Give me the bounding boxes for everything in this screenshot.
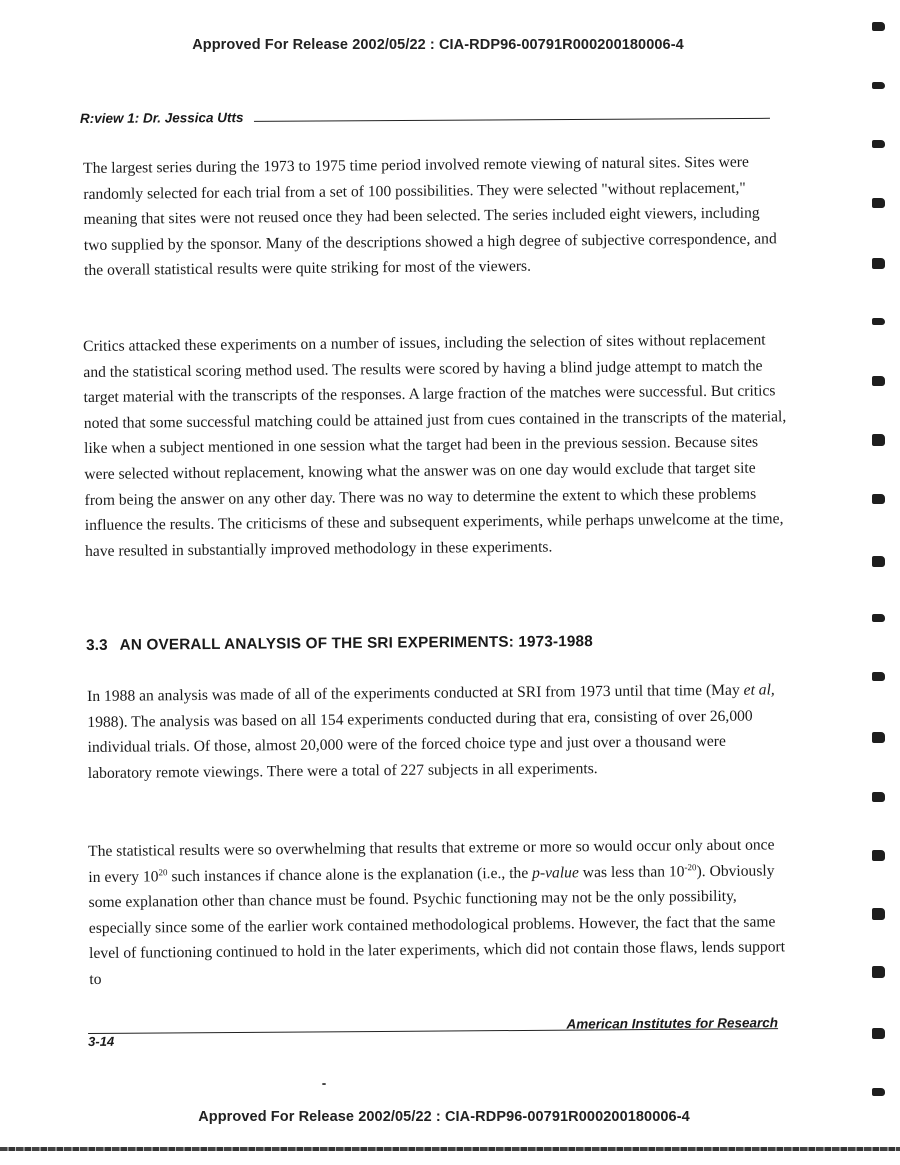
scan-speck [322, 1083, 326, 1085]
paragraph-critics [83, 327, 790, 564]
header-rule [254, 118, 770, 122]
text-run: In 1988 an analysis was made of all of the experiments conducted at SRI from 1973 until that time (May [87, 681, 744, 705]
paragraph-remote-viewing-series [83, 149, 784, 284]
scan-mark [872, 22, 885, 31]
scan-mark [872, 908, 885, 920]
section-title: AN OVERALL ANALYSIS OF THE SRI EXPERIMENTS: 1973-1988 [119, 633, 593, 654]
review-header [80, 107, 770, 126]
scan-mark [872, 672, 885, 681]
superscript: 20 [158, 866, 168, 877]
scan-mark [872, 792, 885, 802]
scan-mark [872, 494, 885, 504]
text-run: 1988). The analysis was based on all 154 experiments conducted during that era, consisting of over 26,000 individual trials. Of those, almost 20,000 were of the forced choice type and just over a thousand were laboratory remote viewings. There were a total of 227 subjects in all experiments. [87, 707, 753, 782]
release-banner-top: Approved For Release 2002/05/22 : CIA-RDP96-00791R000200180006-4 [192, 37, 684, 53]
text-run: The statistical results were so overwhelming that results that extreme or more so would occur only about once in every 10 [88, 836, 775, 886]
footer-organization: American Institutes for Research [566, 1015, 779, 1032]
text-run: was less than 10 [578, 862, 685, 881]
paragraph-text [87, 677, 788, 786]
paragraph-statistical-results [88, 832, 789, 992]
scan-mark [872, 258, 885, 269]
text-run: ). Obviously some explanation other than chance must be found. Psychic functioning may not be the only possibility, especially since some of the earlier work contained methodological problems. However, the fact that the same level of functioning continued to hold in the later experiments, which did not contain those flaws, lends support to [88, 862, 786, 988]
text-run: such instances if chance alone is the explanation (i.e., the [167, 864, 533, 885]
scan-mark [872, 376, 885, 386]
paragraph-text [88, 832, 789, 992]
section-number: 3.3 [86, 636, 108, 654]
scan-mark [872, 82, 885, 89]
superscript: -20 [684, 861, 697, 872]
scan-mark [872, 1028, 885, 1039]
scan-mark [872, 614, 885, 622]
paragraph-text: Critics attacked these experiments on a number of issues, including the selection of sites without replacement and the statistical scoring method used. The results were scored by having a blind judge attempt to match the target material with the transcripts of the responses. A large fraction of the matches were successful. But critics noted that some successful matching could be attained just from cues contained in the transcripts of the material, like when a subject mentioned in one session what the target had been in the previous session. Because sites were selected without replacement, knowing what the answer was on one day would exclude that target site from being the answer on any other day. There was no way to determine the extent to which these problems influence the results. The criticisms of these and subsequent experiments, while perhaps unwelcome at the time, have resulted in substantially improved methodology in these experiments. [83, 331, 787, 560]
review-header-title: R:view 1: Dr. Jessica Utts [79, 110, 244, 126]
scan-mark [872, 732, 885, 743]
scan-mark [872, 850, 885, 861]
scan-mark [872, 434, 885, 446]
paragraph-text: The largest series during the 1973 to 1975 time period involved remote viewing of natural sites. Sites were randomly selected for each trial from a set of 100 possibilities. They were selected "without replacement," meaning that sites were not reused once they had been selected. The series included eight viewers, including two supplied by the sponsor. Many of the descriptions showed a high degree of subjective correspondence, and the overall statistical results were quite striking for most of the viewers. [83, 153, 777, 280]
scan-mark [872, 1088, 885, 1096]
paragraph-1988-analysis [87, 677, 788, 786]
scan-mark [872, 966, 885, 978]
scan-edge-bar [0, 1147, 900, 1151]
italic-citation: et al, [743, 681, 775, 699]
italic-term: p-value [532, 863, 579, 882]
scan-mark [872, 140, 885, 148]
scan-mark [872, 556, 885, 567]
page-number: 3-14 [88, 1033, 115, 1049]
release-banner-bottom: Approved For Release 2002/05/22 : CIA-RDP96-00791R000200180006-4 [198, 1109, 690, 1125]
page-footer [88, 1015, 779, 1049]
scan-mark [872, 318, 885, 325]
scan-mark [872, 198, 885, 208]
section-heading [86, 633, 593, 655]
